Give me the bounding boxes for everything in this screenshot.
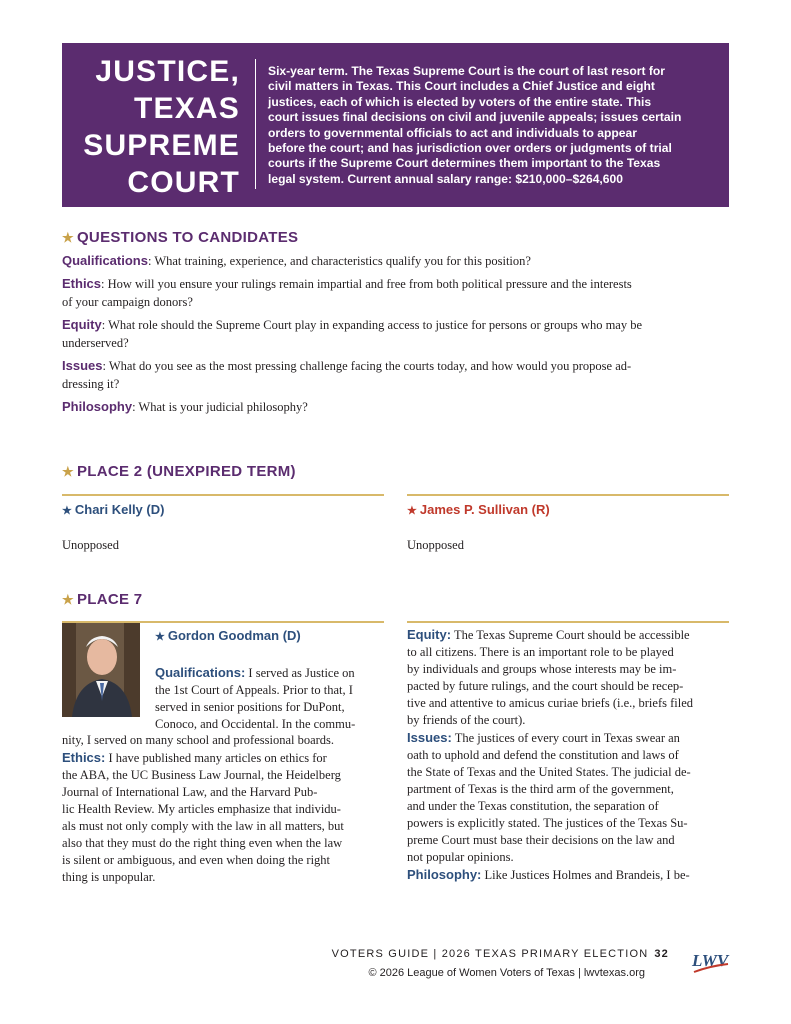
candidate-name-kelly: ★ Chari Kelly (D) xyxy=(62,502,165,517)
divider-rule xyxy=(407,621,729,623)
divider-rule xyxy=(407,494,729,496)
star-icon: ★ xyxy=(62,230,74,245)
star-icon: ★ xyxy=(407,505,417,517)
goodman-left-column: nity, I served on many school and professional boards. Ethics: I have published many articles on ethics for the ABA, the UC Business Law Journal, the Heidelberg Journal of International Law, and the Harvard Pub- lic Health Review. My articles emphasize that individu- als must not only comply with the law in all matters, but also that they must do the right thing even when the law is silent or ambiguous, and even when doing the right thing is unpopular. xyxy=(62,733,344,884)
title-line: JUSTICE, xyxy=(95,55,240,88)
title-line: SUPREME xyxy=(83,129,240,162)
star-icon: ★ xyxy=(62,505,72,517)
candidate-photo xyxy=(62,623,140,717)
goodman-qualifications-top: Qualifications: I served as Justice on the 1st Court of Appeals. Prior to that, I served in senior positions for DuPont, Conoco, and Occidental. In the commu- xyxy=(155,665,356,731)
footer-copyright: © 2026 League of Women Voters of Texas | lwvtexas.org xyxy=(368,967,645,979)
place7-heading: ★ PLACE 7 xyxy=(62,591,143,608)
page-title xyxy=(62,53,240,201)
question-equity: Equity: What role should the Supreme Court play in expanding access to justice for persons or groups who may be underserved? xyxy=(62,317,643,350)
status-unopposed-left: Unopposed xyxy=(62,538,119,552)
lwv-logo-mark xyxy=(690,948,730,976)
portrait-illustration xyxy=(62,623,140,717)
star-icon: ★ xyxy=(155,631,165,643)
divider-rule xyxy=(62,494,384,496)
candidate-name-sullivan: ★ James P. Sullivan (R) xyxy=(407,502,550,517)
star-icon: ★ xyxy=(62,464,74,479)
question-issues: Issues: What do you see as the most pressing challenge facing the courts today, and how would you propose ad- dressing it? xyxy=(62,358,632,391)
header-banner xyxy=(62,43,729,207)
questions-heading: ★ QUESTIONS TO CANDIDATES xyxy=(62,229,299,246)
page-number: 32 xyxy=(654,948,669,960)
goodman-right-column: Equity: The Texas Supreme Court should be accessible to all citizens. There is an important role to be played by individuals and groups whose interests may be im- pacted by future rulings, and the court should be recep- tive and attentive to amicus curiae briefs (i.e., briefs filed by friends of the court). Issues: The justices of every court in Texas swear an oath to uphold and defend the constitution and laws of the State of Texas and the United States. The judicial de- partment of Texas is the third arm of the government, and under the Texas constitution, the separation of powers is explicitly stated. The justices of the Texas Su- preme Court must base their decisions on the law and not popular opinions. Philosophy: Like Justices Holmes and Brandeis, I be- xyxy=(407,627,693,882)
title-line: COURT xyxy=(127,166,240,199)
lwv-logo-text: LWV xyxy=(692,951,729,970)
banner-divider xyxy=(255,59,256,189)
question-qualifications: Qualifications: What training, experience, and characteristics qualify you for this position? xyxy=(62,253,531,268)
lwv-logo xyxy=(690,948,730,976)
title-line: TEXAS xyxy=(133,92,240,125)
candidate-name-goodman: ★ Gordon Goodman (D) xyxy=(155,628,301,643)
office-description: Six-year term. The Texas Supreme Court is the court of last resort for civil matters in Texas. This Court includes a Chief Justice and eight justices, each of which is elected by voters of the entire state. This court issues final decisions on civil and juvenile appeals; issues certain orders to governmental officials to act and individuals to appear before the court; and has jurisdiction over orders or judgments of trial courts if the Supreme Court determines them important to the Texas legal system. Current annual salary range: $210,000–$264,600 xyxy=(268,64,682,186)
star-icon: ★ xyxy=(62,592,74,607)
footer-guide-line: VOTERS GUIDE | 2026 TEXAS PRIMARY ELECTION 32 xyxy=(331,948,669,960)
question-philosophy: Philosophy: What is your judicial philosophy? xyxy=(62,399,308,414)
place2-heading: ★ PLACE 2 (UNEXPIRED TERM) xyxy=(62,463,296,480)
question-ethics: Ethics: How will you ensure your rulings remain impartial and free from both political pressure and the interests of your campaign donors? xyxy=(62,276,632,309)
status-unopposed-right: Unopposed xyxy=(407,538,464,552)
